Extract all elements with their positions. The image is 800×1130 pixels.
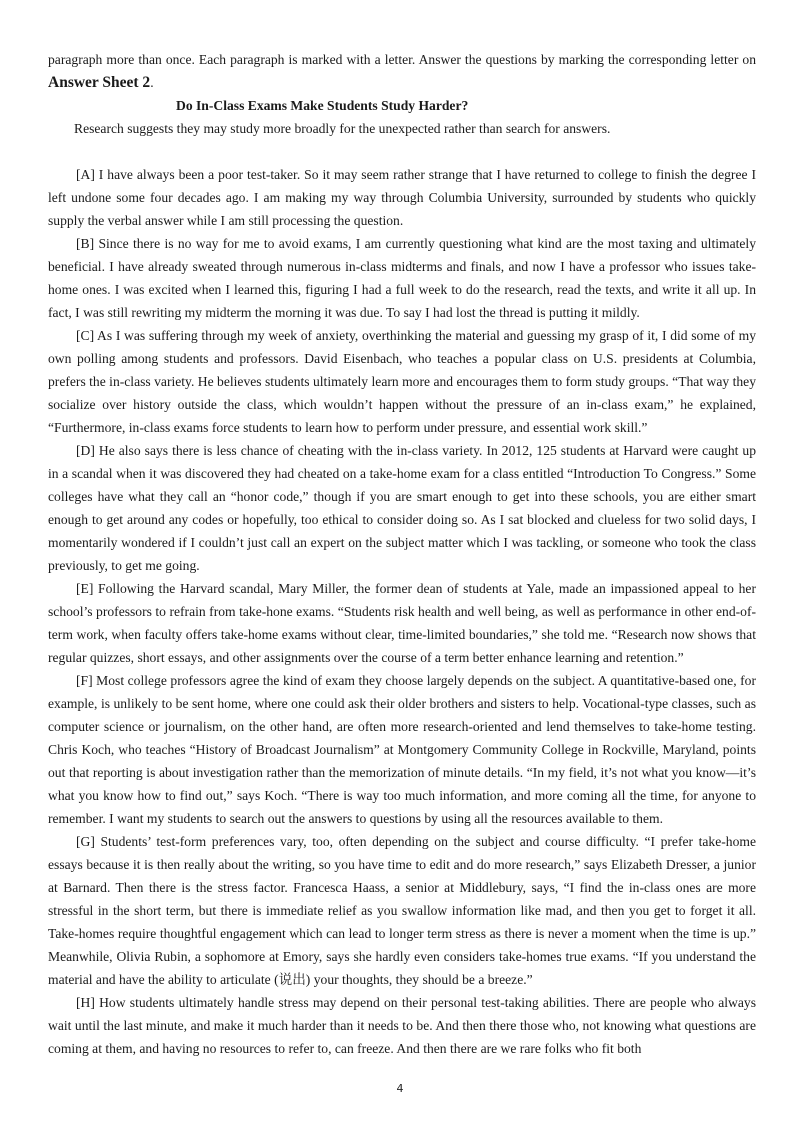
paragraph-h: [H] How students ultimately handle stress may depend on their personal test-taking abilities. There are people who always wait until the last minute, and make it much harder than it needs to be. And then there those who, not knowing what questions are coming at them, and having no resources to refer to, can freeze. And then there are we rare folks who fit both xyxy=(48,995,756,1056)
article-title: Do In-Class Exams Make Students Study Harder? xyxy=(176,98,469,113)
paragraph-g: [G] Students’ test-form preferences vary, too, often depending on the subject and course difficulty. “I prefer take-home essays because it is then really about the writing, so you have time to edit and do more research,” says Elizabeth Dresser, a junior at Barnard. Then there is the stress factor. Francesca Haass, a senior at Middlebury, says, “I find the in-class ones are more stressful in the short term, but there is immediate relief as you swallow information like mad, and then you get to forget it all. Take-homes require thoughtful engagement which can lead to longer term stress as there is never a moment when the time is up.” Meanwhile, Olivia Rubin, a sophomore at Emory, says she hardly even considers take-homes true exams. “If you understand the material and have the ability to articulate (说出) your thoughts, they should be a breeze.” xyxy=(48,834,756,987)
instructions xyxy=(48,48,756,94)
answer-sheet-label: Answer Sheet 2 xyxy=(48,74,151,91)
paragraph-b: [B] Since there is no way for me to avoid exams, I am currently questioning what kind are the most taxing and ultimately beneficial. I have already sweated through numerous in-class midterms and finals, and now I have a professor who issues take-home ones. I was excited when I learned this, figuring I had a full week to do the research, read the texts, and write it all up. In fact, I was still rewriting my midterm the morning it was due. To say I had lost the thread is putting it mildly. xyxy=(48,236,756,320)
paragraph-e: [E] Following the Harvard scandal, Mary Miller, the former dean of students at Yale, made an impassioned appeal to her school’s professors to refrain from take-hone exams. “Students risk health and well being, as well as performance in other end-of-term work, when faculty offers take-home exams without clear, time-limited boundaries,” she told me. “Research now shows that regular quizzes, short essays, and other assignments over the course of a term better enhance learning and retention.” xyxy=(48,581,756,665)
instructions-text: paragraph more than once. Each paragraph is marked with a letter. Answer the questions by marking the corresponding letter on xyxy=(48,52,756,67)
paragraph-a: [A] I have always been a poor test-taker. So it may seem rather strange that I have returned to college to finish the degree I left undone some four decades ago. I am making my way through Columbia University, surrounded by students who quickly supply the verbal answer while I am still processing the question. xyxy=(48,167,756,228)
document-page xyxy=(48,48,756,1060)
instructions-end: . xyxy=(150,75,154,90)
paragraph-f: [F] Most college professors agree the kind of exam they choose largely depends on the subject. A quantitative-based one, for example, is unlikely to be sent home, where one could ask their older brothers and sisters to help. Vocational-type classes, such as computer science or journalism, on the other hand, are often more research-oriented and lend themselves to take-home testing. Chris Koch, who teaches “History of Broadcast Journalism” at Montgomery Community College in Rockville, Maryland, points out that reporting is about investigation rather than the memorization of minute details. “In my field, it’s not what you know—it’s what you know how to find out,” says Koch. “There is way too much information, and more coming all the time, for anyone to remember. I want my students to search out the answers to questions by using all the resources available to them. xyxy=(48,673,756,826)
paragraph-c: [C] As I was suffering through my week of anxiety, overthinking the material and guessing my grasp of it, I did some of my own polling among students and professors. David Eisenbach, who teaches a popular class on U.S. presidents at Columbia, prefers the in-class variety. He believes students ultimately learn more and encourages them to form study groups. “That way they socialize over history outside the class, which wouldn’t happen without the pressure of an in-class exam,” he explained, “Furthermore, in-class exams force students to learn how to perform under pressure, and essential work skill.” xyxy=(48,328,756,435)
paragraph-d: [D] He also says there is less chance of cheating with the in-class variety. In 2012, 125 students at Harvard were caught up in a scandal when it was discovered they had cheated on a take-home exam for a class entitled “Introduction To Congress.” Some colleges have what they call an “honor code,” though if you are smart enough to get into these schools, you are either smart enough to get around any codes or hopefully, too ethical to consider doing so. As I sat blocked and clueless for two solid days, I momentarily wondered if I couldn’t just call an expert on the subject matter which I was tackling, or someone who took the class previously, to get me going. xyxy=(48,443,756,573)
article-subtitle: Research suggests they may study more broadly for the unexpected rather than search for answers. xyxy=(74,121,611,136)
page-number: 4 xyxy=(396,1082,404,1095)
